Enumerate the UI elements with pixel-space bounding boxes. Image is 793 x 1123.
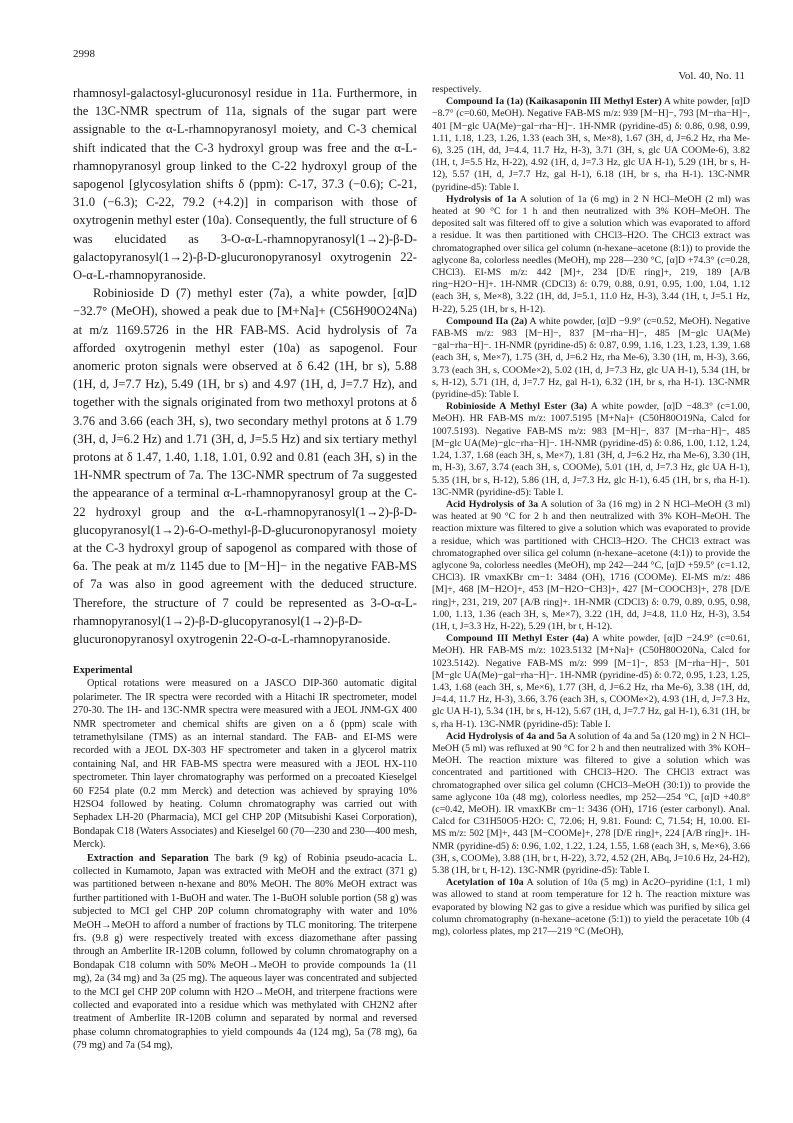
- paragraph-subheading: Compound III Methyl Ester (4a): [446, 633, 589, 645]
- body-paragraph: [432, 499, 750, 633]
- body-paragraph: Optical rotations were measured on a JASCO DIP-360 automatic digital polarimeter. The IR spectra were recorded with a Hitachi IR spectrometer, model 270-30. The 1H- and 13C-NMR spectra were measured with a JEOL JNM-GX 400 NMR spectrometer and chemical shifts are given on a δ (ppm) scale with tetramethylsilane (TMS) as an internal standard. The FAB- and EI-MS were recorded with a JEOL DX-303 HF spectrometer and taken in a glycerol matrix containing NaI, and HR FAB-MS spectra were measured with a JEOL HX-110 spectrometer. Thin layer chromatography was performed on a precoated Kieselgel 60 F254 plate (0.2 mm Merck) and detection was achieved by spraying 10% H2SO4 followed by heating. Column chromatography was carried out with Sephadex LH-20 (Pharmacia), MCI gel CHP 20P (Mitsubishi Kasei Corporation), Bondapak C18 (Waters Associates) and Kieselgel 60 (70—230 and 230—400 mesh, Merck).: [73, 678, 417, 851]
- paragraph-subheading: Acetylation of 10a: [446, 877, 524, 889]
- paragraph-subheading: Extraction and Separation: [87, 852, 209, 864]
- paragraph-text: A white powder, [α]D −48.3° (c=1.00, MeOH). HR FAB-MS m/z: 1007.5195 [M+Na]+ (C50H80O19Na, Calcd for 1007.5193). Negative FAB-MS m/z: 983 [M−H]−, 837 [M−rha−H]−, 485 [M−glc UA(Me)−glc−rha−H]−. 1H-NMR (pyridine-d5) δ: 0.86, 1.00, 1.12, 1.24, 1.24, 1.37, 1.68 (each 3H, s, Me×7), 1.81 (3H, d, J=6.2 Hz, rha Me-6), 3.30 (1H, m, H-3), 3.67, 3.74 (each 3H, s, COOMe), 5.01 (1H, d, J=7.3 Hz, glc UA H-1), 5.35 (1H, br s, H-12), 5.86 (1H, d, J=7.3 Hz, glc H-1), 6.45 (1H, br s, rha H-1). 13C-NMR (pyridine-d5): Table I.: [432, 401, 750, 498]
- body-paragraph: [432, 633, 750, 731]
- body-paragraph: [432, 316, 750, 401]
- body-paragraph: [432, 401, 750, 499]
- paragraph-subheading: Hydrolysis of 1a: [446, 193, 517, 205]
- body-paragraph: [432, 877, 750, 938]
- paragraph-text: A white powder, [α]D −8.7° (c=0.60, MeOH). Negative FAB-MS m/z: 939 [M−H]−, 793 [M−rha−H]−, 401 [M−glc UA(Me)−gal−rha−H]−. 1H-NMR (pyridine-d5) δ: 0.86, 0.98, 0.99, 1.11, 1.18, 1.23, 1.26, 1.33 (each 3H, s, Me×8), 1.67 (3H, d, J=6.2 Hz, rha Me-6), 3.25 (1H, dd, J=4.4, 11.7 Hz, H-3), 3.71 (3H, s, glc UA COOMe-6), 3.82 (1H, t, J=5.5 Hz, H-22), 4.92 (1H, d, J=7.3 Hz, glc UA H-1), 5.29 (1H, br s, H-12), 5.57 (1H, d, J=7.7 Hz, gal H-1), 6.18 (1H, br s, rha H-1). 13C-NMR (pyridine-d5): Table I.: [432, 96, 751, 193]
- paragraph-text: A solution of 4a and 5a (120 mg) in 2 N HCl–MeOH (5 ml) was refluxed at 90 °C for 2 h and then neutralized with 3% KOH–MeOH. The reaction mixture was filtered to give a solution which was concentrated and partitioned with CHCl3–H2O. The CHCl3 extract was chromatographed over silica gel column (CHCl3–MeOH (30:1)) to provide the same aglycone 10a (48 mg), colorless needles, mp 252—254 °C, [α]D +40.8° (c=0.42, MeOH). IR νmaxKBr cm−1: 3436 (OH), 1716 (ester carbonyl). Anal. Calcd for C31H50O5·H2O: C, 72.06; H, 9.81. Found: C, 71.54; H, 10.00. EI-MS m/z: 502 [M]+, 443 [M−COOMe]+, 278 [D/E ring]+, 224 [A/B ring]+. 1H-NMR (pyridine-d5) δ: 0.96, 1.02, 1.22, 1.24, 1.55, 1.68 (each 3H, s, Me×6), 3.66 (3H, s, COOMe), 3.88 (1H, br t, H-22), 3.72, 4.52 (2H, ABq, J=10.6 Hz, 24-H2), 5.38 (1H, br t, H-12). 13C-NMR (pyridine-d5): Table I.: [432, 730, 750, 876]
- paragraph-subheading: Compound Ia (1a) (Kaikasaponin III Methyl Ester): [446, 96, 662, 108]
- body-paragraph: [73, 852, 417, 1053]
- body-paragraph: [432, 731, 750, 877]
- paragraph-subheading: Compound IIa (2a): [446, 315, 528, 327]
- paragraph-subheading: Robinioside A Methyl Ester (3a): [446, 401, 588, 413]
- page-number: 2998: [73, 48, 95, 60]
- paragraph-text: A solution of 3a (16 mg) in 2 N HCl–MeOH (3 ml) was heated at 90 °C for 2 h and then neutralized with 3% KOH–MeOH. The reaction mixture was filtered to give a solution which was evaporated to provide a residue, which was partitioned with CHCl3–H2O. The CHCl3 extract was chromatographed over silica gel column (n-hexane–acetone (4:1)) to provide the aglycone 9a, colorless needles (MeOH), mp 242—244 °C, [α]D +59.5° (c=1.12, CHCl3). IR νmaxKBr cm−1: 3484 (OH), 1716 (COOMe). EI-MS m/z: 486 [M]+, 468 [M−H2O]+, 453 [M−H2O−CH3]+, 427 [M−COOCH3]+, 278 [D/E ring]+, 231, 219, 207 [A/B ring]+. 1H-NMR (CDCl3) δ: 0.79, 0.89, 0.95, 0.98, 1.00, 1.13, 1.36 (each 3H, s, Me×7), 3.22 (1H, dd, J=4.8, 11.0 Hz, H-3), 3.54 (1H, t, J=3.3 Hz, H-22), 5.29 (1H, br t, H-12).: [432, 498, 750, 632]
- journal-volume: Vol. 40, No. 11: [678, 70, 745, 82]
- body-paragraph: Robinioside D (7) methyl ester (7a), a white powder, [α]D −32.7° (MeOH), showed a peak due to [M+Na]+ (C56H90O24Na) at m/z 1169.5726 in the HR FAB-MS. Acid hydrolysis of 7a afforded oxytrogenin methyl ester (10a) as sapogenol. Four anomeric proton signals were observed at δ 6.42 (1H, br s), 5.88 (1H, d, J=7.7 Hz), 5.49 (1H, br s) and 4.97 (1H, d, J=7.7 Hz), and together with the signals originated from two methoxyl protons at δ 3.76 and 3.66 (each 3H, s), two secondary methyl protons at δ 1.79 (3H, d, J=6.2 Hz) and 1.71 (3H, d, J=5.5 Hz) and six tertiary methyl protons at δ 1.47, 1.40, 1.18, 1.01, 0.92 and 0.81 (each 3H, s) in the 1H-NMR spectrum of 7a. The 13C-NMR spectrum of 7a suggested the appearance of a terminal α-L-rhamnopyranosyl group at the C-22 hydroxyl group and the α-L-rhamnopyranosyl(1→2)-β-D-glucopyranosyl(1→2)-6-O-methyl-β-D-glucuronopyranosyl moiety at the C-3 hydroxyl group of sapogenol as compared with those of 6a. The peak at m/z 1145 due to [M−H]− in the negative FAB-MS of 7a was also in good agreement with the deduced structure. Therefore, the structure of 7 could be represented as 3-O-α-L-rhamnopyranosyl(1→2)-β-D-glucopyranosyl(1→2)-β-D-glucuronopyranosyl oxytrogenin 22-O-α-L-rhamnopyranoside.: [73, 286, 417, 647]
- paragraph-text: A solution of 10a (5 mg) in Ac2O–pyridine (1:1, 1 ml) was allowed to stand at room temperature for 12 h. The reaction mixture was evaporated by blowing N2 gas to give a residue which was purified by silica gel column chromatography (n-hexane–acetone (5:1)) to yield the peracetate 10b (4 mg), colorless plates, mp 217—219 °C (MeOH),: [432, 877, 751, 938]
- paragraph-text: The bark (9 kg) of Robinia pseudo-acacia L. collected in Kumamoto, Japan was extracted with MeOH and the extract (371 g) was partitioned between n-hexane and 80% MeOH. The 80% MeOH extract was further partitioned with 1-BuOH and water. The 1-BuOH soluble portion (58 g) was subjected to MCI gel CHP 20P column chromatography with water and 10% MeOH→MeOH to afford a number of fractions by TLC monitoring. The triterpene frs. (9.8 g) were respectively treated with excess diazomethane after passing through an Amberlite IR-120B column, followed by column chromatography on a Bondapak C18 column with 50% MeOH→MeOH to provide compounds 1a (11 mg), 2a (34 mg) and 3a (25 mg). The aqueous layer was concentrated and subjected to the MCI gel CHP 20P column with H2O→MeOH, and triterpene fractions were collected and evaporated into a residue which was methylated with CH2N2 after treatment of Amberlite IR-120B column and separated by normal and reversed phase column chromatographies to yield compounds 4a (124 mg), 5a (78 mg), 6a (79 mg) and 7a (54 mg),: [73, 852, 417, 1052]
- paragraph-subheading: Acid Hydrolysis of 3a: [446, 498, 539, 510]
- paragraph-text: A white powder, [α]D −24.9° (c=0.61, MeOH). HR FAB-MS m/z: 1023.5132 [M+Na]+ (C50H80O20Na, Calcd for 1023.5142). Negative FAB-MS m/z: 999 [M−1]−, 853 [M−rha−H]−, 501 [M−glc UA(Me)−gal−rha−H]−. 1H-NMR (pyridine-d5) δ: 0.72, 0.95, 1.23, 1.25, 1.43, 1.68 (each 3H, s, Me×6), 1.77 (3H, d, J=6.2 Hz, rha Me-6), 3.38 (1H, dd, J=4.4, 11.7 Hz, H-3), 3.66, 3.76 (each 3H, s, COOMe×2), 4.93 (1H, d, J=7.3 Hz, glc UA H-1), 5.34 (1H, br s, H-12), 5.67 (1H, d, J=7.7 Hz, gal H-1), 6.31 (1H, br s, rha H-1). 13C-NMR (pyridine-d5): Table I.: [432, 633, 750, 730]
- body-paragraph: [432, 194, 750, 316]
- right-column: [432, 84, 750, 938]
- left-column: [73, 84, 417, 1053]
- paragraph-text: A white powder, [α]D −9.9° (c=0.52, MeOH). Negative FAB-MS m/z: 983 [M−H]−, 837 [M−rha−H]−, 485 [M−glc UA(Me)−gal−rha−H]−. 1H-NMR (pyridine-d5) δ: 0.87, 0.99, 1.16, 1.23, 1.23, 1.39, 1.68 (each 3H, s, Me×7), 1.75 (3H, d, J=6.2 Hz, rha Me-6), 3.30 (1H, m, H-3), 3.66, 3.73 (each 3H, s, COOMe×2), 5.02 (1H, d, J=7.3 Hz, glc UA H-1), 5.34 (1H, br s, H-12), 5.71 (1H, d, J=7.7 Hz, gal H-1), 6.32 (1H, br s, rha H-1). 13C-NMR (pyridine-d5): Table I.: [432, 315, 750, 401]
- body-paragraph: rhamnosyl-galactosyl-glucuronosyl residue in 11a. Furthermore, in the 13C-NMR spectrum of 11a, signals of the sugar part were assignable to the α-L-rhamnopyranosyl moiety, and C-3 chemical shift indicated that the C-3 hydroxyl group was free and the α-L-rhamnopyranosyl group linked to the C-22 hydroxyl group of the sapogenol [glycosylation shifts δ (ppm): C-17, 37.3 (−0.6); C-21, 31.0 (−6.3); C-22, 79.2 (+4.2)] in comparison with those of oxytrogenin methyl ester (10a). Consequently, the full structure of 6 was elucidated as 3-O-α-L-rhamnopyranosyl(1→2)-β-D-galactopyranosyl(1→2)-β-D-glucuronopyranosyl oxytrogenin 22-O-α-L-rhamnopyranoside.: [73, 86, 417, 283]
- body-paragraph: respectively.: [432, 84, 482, 95]
- experimental-section: [73, 664, 417, 1052]
- body-paragraph: [432, 96, 750, 194]
- paragraph-text: A solution of 1a (6 mg) in 2 N HCl–MeOH (2 ml) was heated at 90 °C for 1 h and then neutralized with 3% KOH–MeOH. The deposited salt was filtered off to give a solution which was evaporated to afford a residue. It was then partitioned with CHCl3–H2O. The CHCl3 extract was chromatographed over silica gel column (n-hexane–acetone (8:1)) to provide the aglycone 8a, colorless needles (MeOH), mp 228—230 °C, [α]D +74.3° (c=0.28, CHCl3). EI-MS m/z: 442 [M]+, 234 [D/E ring]+, 219, 189 [A/B ring−H2O−H]+. 1H-NMR (CDCl3) δ: 0.79, 0.88, 0.91, 0.95, 1.00, 1.04, 1.12 (each 3H, s, Me×8), 3.22 (1H, dd, J=5.1, 11.0 Hz, H-3), 3.44 (1H, t, J=5.1 Hz, H-22), 5.25 (1H, br s, H-12).: [432, 193, 750, 315]
- paragraph-subheading: Acid Hydrolysis of 4a and 5a: [446, 730, 567, 742]
- section-heading: Experimental: [73, 665, 133, 677]
